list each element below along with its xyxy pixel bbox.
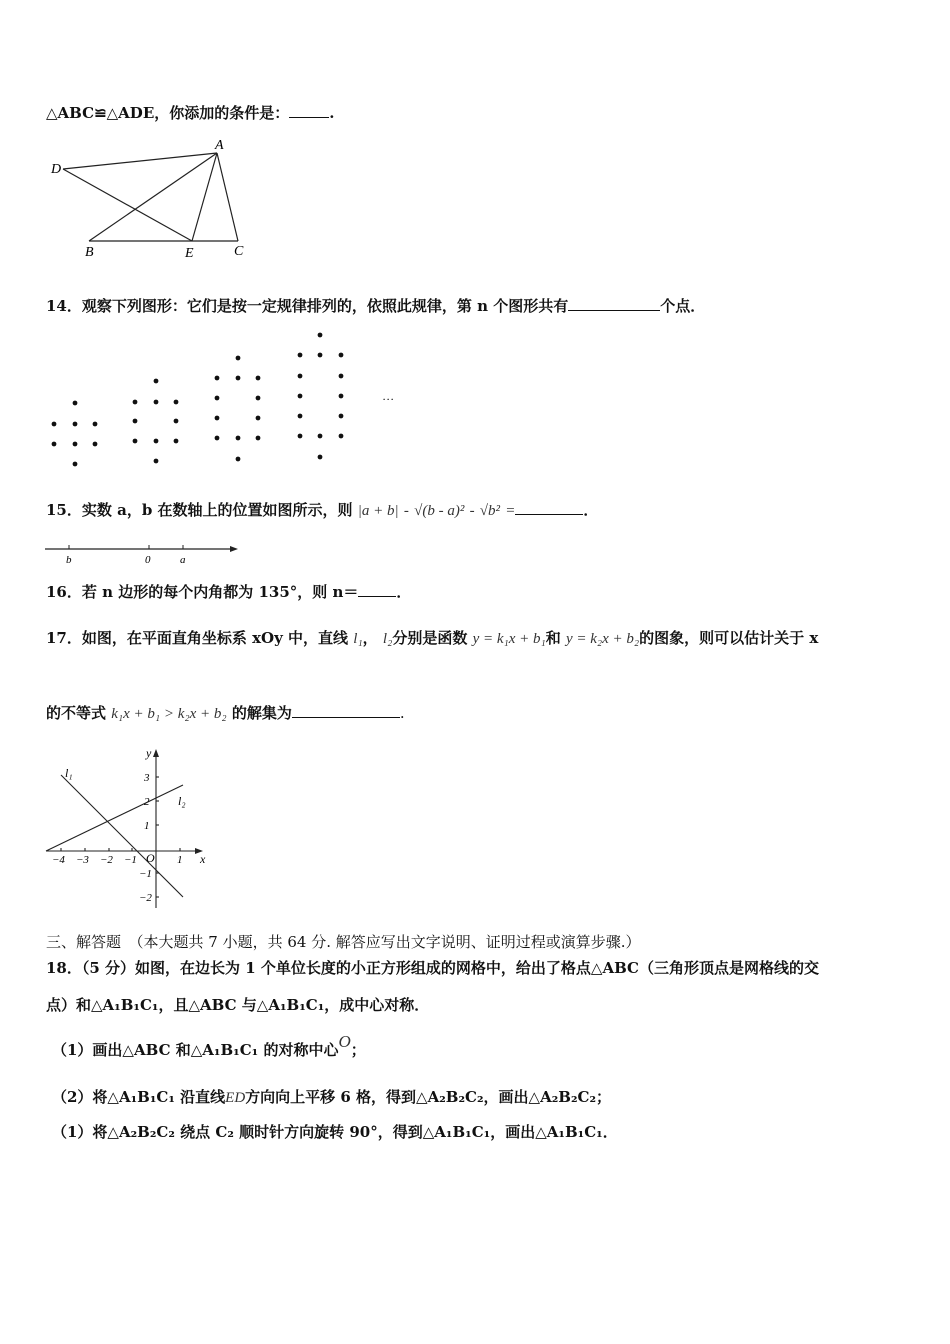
label-C: C (234, 244, 244, 259)
q17-line1: 17．如图，在平面直角坐标系 xOy 中，直线 l₁， l₂分别是函数 y = k₁x + b₁和 y = k₂x + b₂的图象，则可以估计关于 x (46, 629, 819, 647)
q18-line1: 18．（5 分）如图，在边长为 1 个单位长度的小正方形组成的网格中，给出了格点△ABC（三角形顶点是网格线的交 (46, 959, 819, 977)
q13-text: △ABC≌△ADE，你添加的条件是： (46, 104, 290, 122)
q18-symbol-O: O (338, 1032, 351, 1051)
q15-number: 15． (46, 501, 82, 519)
x-tick-label: −2 (100, 854, 113, 866)
q17-l2: l₂ (382, 631, 393, 647)
y-tick-label: 3 (144, 772, 150, 784)
q17-l1: l₁ (353, 631, 363, 647)
q15-sqrt2-expr: √b² (479, 503, 501, 519)
x-tick-label: −3 (76, 854, 89, 866)
q18-part3: （1）将△A₂B₂C₂ 绕点 C₂ 顺时针方向旋转 90°，得到△A₁B₁C₁，画出△A₁B₁C₁． (52, 1123, 618, 1141)
q17-answer-blank (292, 703, 400, 718)
axis-label-a: a (180, 554, 186, 566)
section-3-title: 三、解答题 （本大题共 7 小题，共 64 分. 解答应写出文字说明、证明过程或演算步骤.） (46, 933, 641, 951)
q14-dot-patterns (45, 328, 425, 468)
axis-label-b: b (66, 554, 72, 566)
label-E: E (185, 246, 194, 261)
q15-line: 15．实数 a，b 在数轴上的位置如图所示，则 |a + b| - √(b - a)² - √b² = ． (46, 501, 599, 519)
q18-symbol-ED: ED (225, 1090, 246, 1106)
q15-sqrt1-expr: √(b - a)² (414, 503, 465, 519)
q17-inequality: k₁x + b₁ > k₂x + b₂ (111, 706, 227, 722)
q14-answer-blank (568, 296, 660, 311)
q17-line2: 的不等式 k₁x + b₁ > k₂x + b₂ 的解集为 . (46, 704, 405, 722)
graph-origin: O (146, 851, 155, 865)
label-B: B (85, 245, 94, 260)
q15-answer-blank (515, 500, 583, 515)
x-tick-label: 1 (177, 854, 183, 866)
q14-text: 观察下列图形：它们是按一定规律排列的，依照此规律，第 n 个图形共有 (81, 297, 569, 315)
q16-number: 16． (46, 583, 82, 601)
x-tick-label: −1 (124, 854, 137, 866)
y-tick-label: 1 (144, 820, 150, 832)
y-tick-label: −2 (139, 892, 152, 904)
graph-y-label: y (146, 746, 152, 760)
q18-part2: （2）将△A₁B₁C₁ 沿直线ED方向向上平移 6 格，得到△A₂B₂C₂，画出△A₂B₂C₂； (52, 1088, 612, 1106)
q17-coordinate-graph (43, 745, 218, 915)
q16-answer-blank (358, 582, 396, 597)
q13-answer-blank (289, 103, 329, 118)
graph-l1-label: l₁ (65, 766, 73, 780)
label-D: D (51, 162, 62, 177)
graph-l2-label: l₂ (178, 794, 186, 808)
q15-text: 实数 a，b 在数轴上的位置如图所示，则 (81, 501, 353, 519)
q18-part1: （1）画出△ABC 和△A₁B₁C₁ 的对称中心O； (52, 1032, 366, 1059)
q18-line2: 点）和△A₁B₁C₁，且△ABC 与△A₁B₁C₁，成中心对称． (46, 996, 430, 1014)
x-tick-label: −4 (52, 854, 65, 866)
y-tick-label: −1 (139, 868, 152, 880)
label-A: A (215, 138, 224, 153)
y-tick-label: 2 (144, 796, 150, 808)
q18-number: 18． (46, 959, 82, 977)
q16-text: 若 n 边形的每个内角都为 135°，则 n＝ (81, 583, 359, 601)
q14-ellipsis: … (383, 389, 394, 403)
q17-function2: y = k₂x + b₂ (565, 631, 640, 647)
q13-triangle-figure (45, 135, 265, 260)
q14-line: 14．观察下列图形：它们是按一定规律排列的，依照此规律，第 n 个图形共有 个点． (46, 297, 706, 315)
q14-number: 14． (46, 297, 82, 315)
q17-number: 17． (46, 629, 82, 647)
q15-number-line (45, 540, 245, 566)
q15-abs-expr: |a + b| (357, 503, 399, 519)
q16-line: 16．若 n 边形的每个内角都为 135°，则 n＝ ． (46, 583, 412, 601)
q17-function1: y = k₁x + b₁ (472, 631, 546, 647)
q13-line: △ABC≌△ADE，你添加的条件是： . (46, 104, 335, 122)
graph-x-label: x (200, 852, 206, 866)
axis-label-zero: 0 (145, 554, 151, 566)
